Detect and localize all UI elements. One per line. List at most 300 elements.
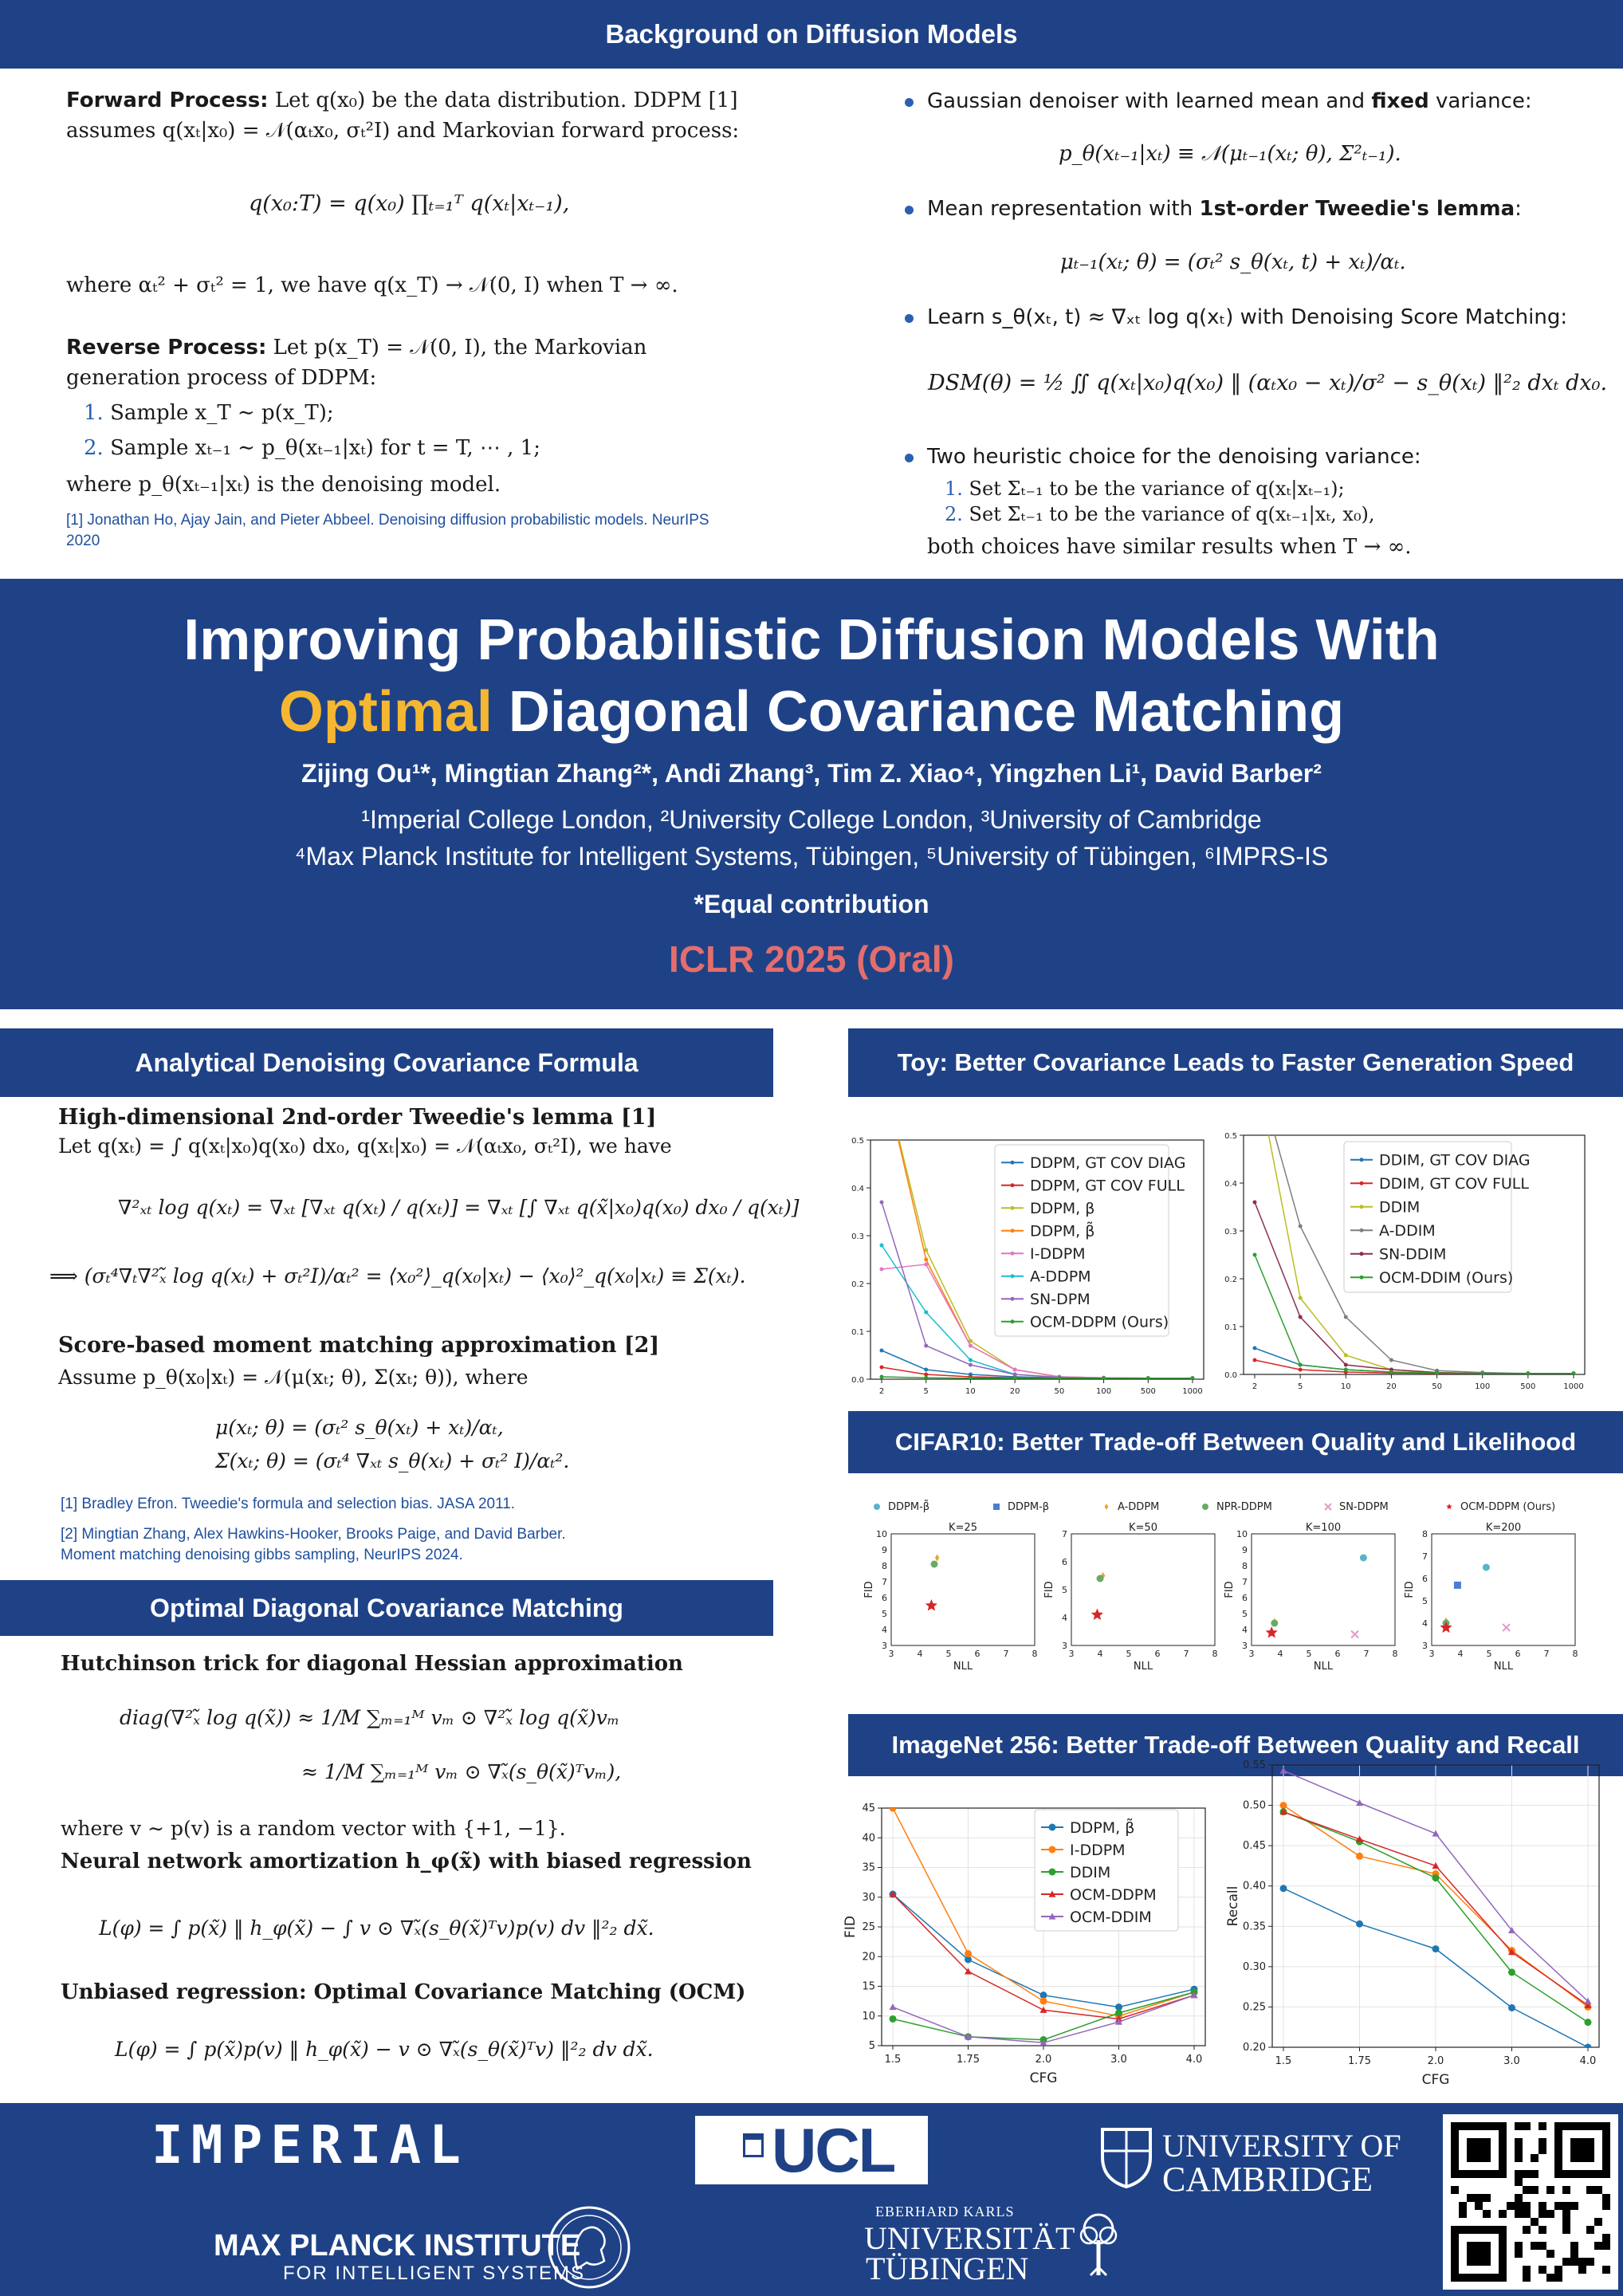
qr-module xyxy=(1531,2218,1539,2226)
data-point xyxy=(1280,1767,1287,1774)
x-tick-label: 2 xyxy=(878,1387,885,1396)
x-axis-label: CFG xyxy=(1421,2072,1450,2088)
bullet-dsm: Learn s_θ(xₜ, t) ≈ ∇ₓₜ log q(xₜ) with Denoising Score Matching: xyxy=(927,305,1568,329)
ucl-text: UCL xyxy=(772,2115,895,2185)
qr-module xyxy=(1539,2202,1546,2210)
x-tick-label: 8 xyxy=(1032,1649,1038,1659)
x-tick-label: 1.75 xyxy=(957,2054,980,2066)
x-tick-label: 8 xyxy=(1392,1649,1398,1659)
data-point xyxy=(924,1376,928,1380)
moment-matching-line: Assume p_θ(x₀|xₜ) = 𝒩(μ(xₜ; θ), Σ(xₜ; θ)), where xyxy=(58,1366,529,1389)
plot-frame xyxy=(1071,1534,1215,1645)
data-point xyxy=(1440,1622,1452,1634)
data-point xyxy=(890,2003,897,2010)
forward-heading: Forward Process: xyxy=(66,88,269,112)
legend-marker xyxy=(1011,1297,1015,1301)
amortization-heading: Neural network amortization h_φ(x̃) with biased regression xyxy=(61,1850,752,1873)
y-tick-label: 30 xyxy=(862,1891,875,1904)
legend-label: A-DDIM xyxy=(1379,1222,1436,1240)
affiliations-1: ¹Imperial College London, ²University College London, ³University of Cambridge xyxy=(361,805,1262,834)
y-tick-label: 8 xyxy=(882,1561,887,1571)
cifar-header: CIFAR10: Better Trade-off Between Quality and Likelihood xyxy=(848,1411,1623,1473)
x-tick-label: 8 xyxy=(1572,1649,1578,1659)
legend-label: I-DDPM xyxy=(1070,1841,1126,1859)
y-tick-label: 15 xyxy=(862,1980,875,1993)
qr-module xyxy=(1602,2242,1610,2250)
data-point xyxy=(1508,1968,1515,1976)
background-header: Background on Diffusion Models xyxy=(0,0,1623,69)
x-tick-label: 4.0 xyxy=(1579,2055,1597,2067)
legend-marker xyxy=(1360,1276,1364,1280)
legend-label: A-DDPM xyxy=(1118,1501,1160,1513)
data-point xyxy=(1097,1575,1104,1582)
data-point xyxy=(1360,1555,1367,1562)
reverse-where: where p_θ(xₜ₋₁|xₜ) is the denoising model. xyxy=(66,473,501,497)
legend-label: OCM-DDPM xyxy=(1070,1885,1157,1904)
x-tick-label: 1000 xyxy=(1182,1387,1203,1396)
y-tick-label: 25 xyxy=(862,1921,875,1933)
qr-finder xyxy=(1570,2138,1594,2162)
tubingen-line3: TÜBINGEN xyxy=(866,2251,1029,2286)
choices-after: both choices have similar results when T → ∞. xyxy=(927,535,1412,559)
choice-1: 1. Set Σₜ₋₁ to be the variance of q(xₜ|xₜ₋₁); xyxy=(945,478,1345,500)
qr-module xyxy=(1602,2202,1610,2210)
x-tick-label: 3.0 xyxy=(1503,2055,1520,2067)
y-tick-label: 0.45 xyxy=(1243,1840,1266,1853)
y-tick-label: 40 xyxy=(862,1832,875,1845)
y-axis-label: FID xyxy=(863,1581,875,1598)
data-point xyxy=(925,1599,937,1611)
qr-module xyxy=(1539,2138,1546,2146)
y-tick-label: 0.4 xyxy=(851,1185,864,1193)
authors: Zijing Ou¹*, Mingtian Zhang²*, Andi Zhang³, Tim Z. Xiao⁴, Yingzhen Li¹, David Barber² xyxy=(301,759,1322,788)
y-tick-label: 0.20 xyxy=(1243,2042,1266,2054)
x-tick-label: 6 xyxy=(1154,1649,1161,1659)
y-tick-label: 35 xyxy=(862,1862,875,1874)
qr-module xyxy=(1554,2266,1562,2274)
x-tick-label: 3 xyxy=(888,1649,894,1659)
legend-marker xyxy=(1360,1229,1364,1233)
qr-module xyxy=(1586,2226,1594,2234)
plot-frame xyxy=(1252,1534,1395,1645)
qr-module xyxy=(1578,2258,1586,2266)
toy-ddim-chart xyxy=(1216,1132,1591,1395)
legend-marker xyxy=(1011,1252,1015,1256)
moment-matching-heading: Score-based moment matching approximation [2] xyxy=(58,1333,660,1358)
legend-label: SN-DPM xyxy=(1030,1291,1091,1309)
panel-title: K=100 xyxy=(1305,1522,1342,1534)
y-tick-label: 4 xyxy=(882,1625,887,1635)
cambridge-line2: CAMBRIDGE xyxy=(1162,2160,1373,2199)
tubingen-line1: EBERHARD KARLS xyxy=(875,2204,1015,2219)
qr-module xyxy=(1515,2250,1523,2258)
data-point xyxy=(1503,1624,1510,1631)
qr-module xyxy=(1570,2250,1578,2258)
background-reference: [1] Jonathan Ho, Ajay Jain, and Pieter Abbeel. Denoising diffusion probabilistic models. NeurIPS 2020 xyxy=(66,512,709,549)
eq-dsm: DSM(θ) = ½ ∬ q(xₜ|x₀)q(x₀) ‖ (αₜx₀ − xₜ)/σ² − s_θ(xₜ) ‖²₂ dxₜ dx₀. xyxy=(928,371,1608,395)
legend-marker xyxy=(1446,1504,1452,1509)
qr-module xyxy=(1570,2258,1578,2266)
qr-module xyxy=(1459,2202,1467,2210)
y-tick-label: 4 xyxy=(1242,1625,1248,1635)
legend-marker xyxy=(1011,1229,1015,1233)
legend-label: SN-DDIM xyxy=(1379,1245,1447,1264)
mpi-line2: FOR INTELLIGENT SYSTEMS xyxy=(283,2263,585,2284)
x-axis-label: NLL xyxy=(953,1661,973,1673)
qr-code-icon[interactable] xyxy=(1443,2114,1618,2290)
x-tick-label: 500 xyxy=(1520,1382,1536,1391)
x-tick-label: 10 xyxy=(1340,1382,1351,1391)
legend-label: OCM-DDPM (Ours) xyxy=(1030,1313,1169,1331)
x-tick-label: 2 xyxy=(1252,1382,1258,1391)
qr-module xyxy=(1578,2266,1586,2274)
forward-process-paragraph xyxy=(66,86,752,146)
plot-frame xyxy=(891,1534,1035,1645)
x-tick-label: 7 xyxy=(1543,1649,1550,1659)
y-tick-label: 0.40 xyxy=(1243,1880,1266,1893)
legend-label: DDPM, β̃ xyxy=(1030,1222,1095,1240)
data-point xyxy=(924,1368,928,1372)
data-point xyxy=(1253,1253,1257,1257)
qr-module xyxy=(1602,2194,1610,2202)
qr-module xyxy=(1483,2194,1491,2202)
data-point xyxy=(1585,2019,1592,2026)
x-tick-label: 5 xyxy=(1297,1382,1303,1391)
tubingen-line2: UNIVERSITÄT xyxy=(864,2220,1075,2256)
qr-module xyxy=(1515,2138,1523,2146)
x-tick-label: 7 xyxy=(1003,1649,1009,1659)
hutchinson-where: where v ∼ p(v) is a random vector with {+1, −1}. xyxy=(61,1817,566,1840)
cambridge-shield-icon xyxy=(1098,2125,1154,2189)
qr-module xyxy=(1451,2186,1459,2194)
y-tick-label: 6 xyxy=(1062,1557,1067,1567)
legend-marker xyxy=(1325,1504,1331,1510)
tweedie-line: Let q(xₜ) = ∫ q(xₜ|x₀)q(x₀) dx₀, q(xₜ|x₀) = 𝒩(αₜx₀, σₜ²I), we have xyxy=(58,1134,672,1158)
y-tick-label: 45 xyxy=(862,1803,875,1814)
ocm-heading: Unbiased regression: Optimal Covariance Matching (OCM) xyxy=(61,1980,746,2004)
x-tick-label: 3.0 xyxy=(1110,2054,1127,2066)
toy-header: Toy: Better Covariance Leads to Faster Generation Speed xyxy=(848,1028,1623,1097)
legend-marker xyxy=(993,1504,1000,1510)
qr-module xyxy=(1562,2258,1570,2266)
qr-module xyxy=(1586,2258,1594,2266)
data-point xyxy=(1344,1368,1348,1372)
data-point xyxy=(1299,1296,1303,1300)
qr-module xyxy=(1546,2186,1554,2194)
ocm-header: Optimal Diagonal Covariance Matching xyxy=(0,1580,773,1636)
legend-label: I-DDPM xyxy=(1030,1245,1086,1264)
poster-title-line1: Improving Probabilistic Diffusion Models With xyxy=(183,608,1440,672)
reverse-step-1: 1. Sample x_T ∼ p(x_T); xyxy=(84,401,334,425)
qr-module xyxy=(1554,2274,1562,2282)
data-point xyxy=(1432,1945,1440,1952)
y-tick-label: 9 xyxy=(882,1545,887,1555)
data-point xyxy=(1483,1564,1490,1571)
data-point xyxy=(890,1805,897,1812)
qr-module xyxy=(1515,2170,1523,2178)
y-tick-label: 7 xyxy=(1062,1529,1067,1539)
reverse-process-paragraph xyxy=(66,333,752,393)
x-tick-label: 100 xyxy=(1475,1382,1491,1391)
legend-label: DDPM-β xyxy=(1008,1501,1050,1513)
qr-module xyxy=(1475,2194,1483,2202)
qr-module xyxy=(1562,2186,1570,2194)
eq-mean: μₜ₋₁(xₜ; θ) = (σₜ² s_θ(xₜ, t) + xₜ)/αₜ. xyxy=(1060,250,1406,274)
data-point xyxy=(880,1349,884,1353)
bullet-gaussian-denoiser: Gaussian denoiser with learned mean and fixed variance: xyxy=(927,89,1532,113)
data-point xyxy=(969,1344,973,1348)
title-highlight: Optimal xyxy=(278,680,493,744)
x-tick-label: 7 xyxy=(1183,1649,1189,1659)
y-tick-label: 6 xyxy=(1422,1574,1428,1584)
x-tick-label: 50 xyxy=(1432,1382,1442,1391)
qr-module xyxy=(1562,2202,1570,2210)
data-point xyxy=(969,1363,973,1367)
data-point xyxy=(880,1244,884,1248)
legend-marker xyxy=(1011,1274,1015,1278)
y-tick-label: 7 xyxy=(882,1577,887,1587)
qr-module xyxy=(1515,2202,1523,2210)
x-tick-label: 2.0 xyxy=(1035,2054,1052,2066)
minerva-seal-icon xyxy=(547,2205,631,2290)
tubingen-tree-icon xyxy=(1076,2211,1121,2278)
legend-label: DDIM, GT COV FULL xyxy=(1379,1175,1529,1193)
x-axis-label: CFG xyxy=(1029,2070,1058,2086)
x-tick-label: 6 xyxy=(1515,1649,1521,1659)
legend-marker xyxy=(1049,1846,1056,1854)
eq-denoiser: p_θ(xₜ₋₁|xₜ) ≡ 𝒩(μₜ₋₁(xₜ; θ), Σ²ₜ₋₁). xyxy=(1059,142,1401,166)
forward-text: Let q(x₀) be the data distribution. DDPM [1] assumes q(xₜ|x₀) = 𝒩(αₜx₀, σₜ²I) and Markovian forward process: xyxy=(66,88,740,143)
data-point xyxy=(1356,1921,1363,1928)
x-axis-label: NLL xyxy=(1493,1661,1514,1673)
data-point xyxy=(1040,1998,1047,2005)
data-point xyxy=(1299,1363,1303,1367)
qr-module xyxy=(1515,2242,1523,2250)
x-tick-label: 500 xyxy=(1140,1387,1156,1396)
data-point xyxy=(924,1263,928,1267)
qr-module xyxy=(1507,2202,1515,2210)
qr-module xyxy=(1499,2210,1507,2218)
toy-ddpm-chart xyxy=(843,1132,1210,1395)
qr-module xyxy=(1594,2242,1602,2250)
reverse-step-2: 2. Sample xₜ₋₁ ∼ p_θ(xₜ₋₁|xₜ) for t = T, ⋯ , 1; xyxy=(84,436,540,460)
legend-marker xyxy=(1105,1504,1109,1510)
qr-module xyxy=(1515,2154,1523,2162)
qr-module xyxy=(1602,2266,1610,2274)
legend-label: DDIM xyxy=(1070,1863,1111,1881)
cambridge-line1: UNIVERSITY OF xyxy=(1162,2128,1401,2164)
qr-module xyxy=(1539,2210,1546,2218)
mu-equation: μ(xₜ; θ) = (σₜ² s_θ(xₜ) + xₜ)/αₜ, xyxy=(215,1416,504,1439)
y-tick-label: 5 xyxy=(1242,1609,1248,1619)
tweedie-heading: High-dimensional 2nd-order Tweedie's lemma [1] xyxy=(58,1105,657,1130)
y-tick-label: 4 xyxy=(1062,1613,1067,1623)
qr-module xyxy=(1531,2242,1539,2250)
qr-module xyxy=(1546,2210,1554,2218)
qr-finder xyxy=(1467,2242,1491,2266)
qr-module xyxy=(1459,2210,1467,2218)
qr-module xyxy=(1531,2170,1539,2178)
qr-module xyxy=(1483,2210,1491,2218)
panel-title: K=25 xyxy=(949,1522,977,1534)
legend-label: DDPM, GT COV FULL xyxy=(1030,1177,1185,1195)
qr-module xyxy=(1523,2186,1531,2194)
y-axis-label: FID xyxy=(1224,1581,1236,1598)
qr-module xyxy=(1594,2218,1602,2226)
panel-title: K=200 xyxy=(1485,1522,1522,1534)
data-point xyxy=(880,1375,884,1379)
y-tick-label: 20 xyxy=(862,1951,875,1964)
imagenet-fid-chart xyxy=(843,1794,1213,2089)
y-tick-label: 10 xyxy=(1236,1529,1248,1539)
qr-module xyxy=(1562,2218,1570,2226)
x-tick-label: 7 xyxy=(1363,1649,1370,1659)
imagenet-header: ImageNet 256: Better Trade-off Between Quality and Recall xyxy=(848,1714,1623,1776)
y-tick-label: 0.5 xyxy=(851,1137,864,1146)
y-tick-label: 3 xyxy=(1422,1641,1428,1651)
reverse-heading: Reverse Process: xyxy=(66,336,267,360)
y-axis-label: FID xyxy=(1043,1581,1055,1598)
forward-equation: q(x₀:T) = q(x₀) ∏ₜ₌₁ᵀ q(xₜ|xₜ₋₁), xyxy=(249,191,570,216)
biased-loss: L(φ) = ∫ p(x̃) ‖ h_φ(x̃) − ∫ v ⊙ ∇ₓ̃(s_θ(x̃)ᵀv)p(v) dv ‖²₂ dx̃. xyxy=(99,1917,654,1940)
y-tick-label: 0.5 xyxy=(1224,1132,1237,1141)
reverse-text: Let p(x_T) = 𝒩(0, I), the Markovian generation process of DDPM: xyxy=(66,336,647,390)
y-tick-label: 0.0 xyxy=(1224,1371,1237,1380)
x-tick-label: 3 xyxy=(1428,1649,1435,1659)
qr-module xyxy=(1539,2146,1546,2154)
data-point xyxy=(1435,1371,1439,1375)
x-tick-label: 5 xyxy=(923,1387,929,1396)
qr-module xyxy=(1546,2274,1554,2282)
x-tick-label: 4 xyxy=(1097,1649,1103,1659)
qr-module xyxy=(1523,2170,1531,2178)
y-tick-label: 4 xyxy=(1422,1618,1428,1629)
x-tick-label: 5 xyxy=(1126,1649,1132,1659)
y-tick-label: 0.35 xyxy=(1243,1921,1266,1933)
y-tick-label: 5 xyxy=(1422,1596,1428,1606)
data-point xyxy=(924,1311,928,1315)
legend-label: OCM-DDIM xyxy=(1070,1908,1152,1926)
x-tick-label: 4 xyxy=(917,1649,923,1659)
x-tick-label: 8 xyxy=(1212,1649,1218,1659)
sigma-equation: Σ(xₜ; θ) = (σₜ⁴ ∇ₓₜ s_θ(xₜ) + σₜ² I)/αₜ². xyxy=(215,1449,570,1472)
qr-module xyxy=(1523,2274,1531,2282)
x-tick-label: 20 xyxy=(1009,1387,1020,1396)
hutchinson-eq-1: diag(∇²ₓ̃ log q(x̃)) ≈ 1/M ∑ₘ₌₁ᴹ vₘ ⊙ ∇²ₓ̃ log q(x̃)vₘ xyxy=(120,1706,620,1729)
data-point xyxy=(1271,1620,1278,1627)
data-point xyxy=(935,1555,939,1562)
data-point xyxy=(1253,1347,1257,1350)
tweedie-eq-2: ⟹ (σₜ⁴∇ₜ∇²ₓ̃ log q(xₜ) + σₜ²I)/αₜ² = ⟨x₀²⟩_q(x₀|xₜ) − ⟨x₀⟩²_q(x₀|xₜ) ≡ Σ(xₜ). xyxy=(49,1264,746,1288)
x-tick-label: 100 xyxy=(1096,1387,1112,1396)
analytical-reference-1: [1] Bradley Efron. Tweedie's formula and selection bias. JASA 2011. xyxy=(61,1496,516,1512)
y-tick-label: 0.2 xyxy=(1224,1276,1237,1284)
data-point xyxy=(1389,1370,1393,1374)
x-tick-label: 2.0 xyxy=(1427,2055,1444,2067)
x-tick-label: 5 xyxy=(1486,1649,1492,1659)
legend-marker xyxy=(1202,1504,1208,1510)
data-point xyxy=(1013,1373,1017,1377)
legend-label: DDIM xyxy=(1379,1198,1421,1217)
data-point xyxy=(931,1561,938,1568)
legend-marker xyxy=(1360,1252,1364,1256)
affiliations-2: ⁴Max Planck Institute for Intelligent Systems, Tübingen, ⁵University of Tübingen, ⁶IMPRS-IS xyxy=(294,842,1329,871)
x-tick-label: 20 xyxy=(1386,1382,1397,1391)
x-tick-label: 6 xyxy=(1334,1649,1341,1659)
qr-module xyxy=(1539,2266,1546,2274)
y-tick-label: 9 xyxy=(1242,1545,1248,1555)
data-point xyxy=(1351,1631,1358,1638)
legend-marker xyxy=(1011,1319,1015,1323)
legend-label: DDPM, β xyxy=(1030,1200,1095,1218)
data-point xyxy=(1432,1874,1440,1881)
legend-marker xyxy=(1360,1181,1364,1185)
legend-marker xyxy=(1011,1183,1015,1187)
legend-label: OCM-DDIM (Ours) xyxy=(1379,1269,1514,1288)
qr-module xyxy=(1523,2210,1531,2218)
y-tick-label: 7 xyxy=(1242,1577,1248,1587)
bullet-heuristic: Two heuristic choice for the denoising variance: xyxy=(927,445,1421,469)
hutchinson-eq-2: ≈ 1/M ∑ₘ₌₁ᴹ vₘ ⊙ ∇ₓ̃(s_θ(x̃)ᵀvₘ), xyxy=(301,1760,622,1783)
x-tick-label: 1.5 xyxy=(1275,2055,1292,2067)
qr-module xyxy=(1515,2210,1523,2218)
cifar-scatter-chart xyxy=(853,1491,1618,1698)
qr-module xyxy=(1515,2122,1523,2130)
y-tick-label: 5 xyxy=(882,1609,887,1619)
data-point xyxy=(924,1258,928,1262)
qr-module xyxy=(1570,2242,1578,2250)
data-point xyxy=(1266,1626,1278,1638)
data-point xyxy=(1040,2007,1047,2013)
poster-title-line2 xyxy=(0,679,1623,745)
legend-label: OCM-DDPM (Ours) xyxy=(1460,1501,1556,1513)
qr-module xyxy=(1531,2154,1539,2162)
y-axis-label: FID xyxy=(843,1916,859,1938)
data-point xyxy=(1280,1802,1287,1809)
data-point xyxy=(1253,1201,1257,1205)
tweedie-eq-1: ∇²ₓₜ log q(xₜ) = ∇ₓₜ [∇ₓₜ q(xₜ) / q(xₜ)] = ∇ₓₜ [∫ ∇ₓₜ q(x̃|x₀)q(x₀) dx₀ / q(xₜ)] xyxy=(118,1196,800,1219)
x-tick-label: 1000 xyxy=(1563,1382,1584,1391)
legend-marker xyxy=(1049,1824,1056,1831)
bullet-mean-representation: Mean representation with 1st-order Tweedie's lemma: xyxy=(927,197,1522,221)
imagenet-recall-chart xyxy=(1225,1746,1610,2089)
imperial-logo: IMPERIAL xyxy=(151,2114,469,2176)
qr-module xyxy=(1523,2122,1531,2130)
x-tick-label: 3 xyxy=(1068,1649,1075,1659)
x-tick-label: 1.75 xyxy=(1348,2055,1371,2067)
data-point xyxy=(924,1344,928,1348)
x-tick-label: 6 xyxy=(974,1649,980,1659)
x-tick-label: 4.0 xyxy=(1185,2054,1203,2066)
qr-module xyxy=(1539,2242,1546,2250)
qr-module xyxy=(1467,2194,1475,2202)
x-tick-label: 4 xyxy=(1457,1649,1464,1659)
data-point xyxy=(1299,1368,1303,1372)
y-tick-label: 0.3 xyxy=(1224,1228,1237,1236)
qr-module xyxy=(1594,2186,1602,2194)
y-tick-label: 7 xyxy=(1422,1551,1428,1562)
qr-module xyxy=(1539,2226,1546,2234)
y-tick-label: 0.50 xyxy=(1243,1799,1266,1812)
y-tick-label: 5 xyxy=(868,2040,875,2052)
title-rest: Diagonal Covariance Matching xyxy=(492,680,1345,744)
data-point xyxy=(965,1950,972,1957)
data-point xyxy=(1299,1315,1303,1319)
plot-frame xyxy=(1432,1534,1575,1645)
y-tick-label: 10 xyxy=(876,1529,887,1539)
data-point xyxy=(1508,2004,1515,2011)
qr-module xyxy=(1515,2146,1523,2154)
